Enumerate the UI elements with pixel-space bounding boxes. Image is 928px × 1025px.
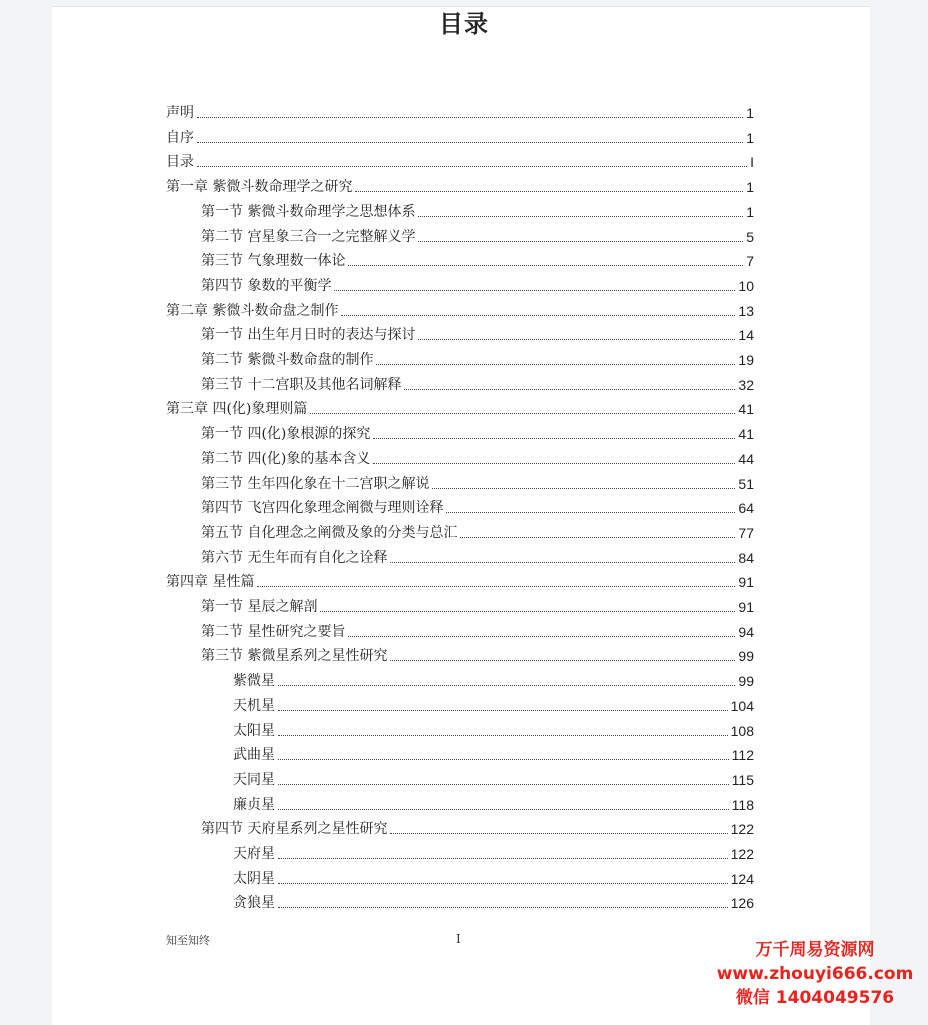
toc-dot-leader: [197, 166, 747, 167]
toc-entry-page-number: 41: [738, 426, 754, 443]
toc-entry[interactable]: [201, 545, 754, 567]
toc-entry[interactable]: [166, 100, 754, 122]
toc-entry-page-number: 99: [738, 648, 754, 665]
toc-entry-label: 声明: [166, 105, 194, 121]
toc-dot-leader: [390, 562, 735, 563]
toc-dot-leader: [197, 117, 743, 118]
toc-dot-leader: [278, 907, 728, 908]
toc-entry-label: 紫微星: [233, 673, 275, 690]
toc-entry-page-number: 115: [731, 771, 754, 788]
toc-entry-page-number: 44: [738, 450, 754, 467]
toc-entry-page-number: 10: [738, 277, 754, 294]
toc-dot-leader: [341, 315, 735, 316]
toc-dot-leader: [278, 883, 728, 884]
toc-entry-label: 第三节 生年四化象在十二宫职之解说: [201, 475, 430, 492]
toc-entry-page-number: 122: [730, 846, 754, 862]
toc-entry-label: 第三节 十二宫职及其他名词解释: [201, 376, 402, 393]
page-title: 目录: [439, 10, 489, 38]
footer-page-number: I: [456, 932, 461, 946]
toc-entry[interactable]: [233, 866, 754, 888]
toc-entry-label: 第一节 出生年月日时的表达与探讨: [201, 327, 416, 344]
toc-entry[interactable]: [201, 446, 754, 468]
toc-entry[interactable]: [233, 693, 754, 715]
watermark-line-2: www.zhouyi666.com: [716, 964, 914, 984]
toc-entry-page-number: 112: [731, 747, 754, 764]
toc-entry[interactable]: [166, 149, 754, 171]
toc-entry-label: 第一节 四(化)象根源的探究: [201, 426, 371, 443]
toc-entry[interactable]: [201, 619, 754, 641]
toc-dot-leader: [460, 537, 735, 538]
toc-dot-leader: [310, 413, 735, 414]
toc-entry-page-number: 51: [738, 475, 754, 492]
toc-entry[interactable]: [166, 569, 754, 591]
toc-entry-page-number: 19: [738, 352, 754, 368]
toc-entry-page-number: 108: [730, 722, 754, 739]
toc-entry-page-number: 5: [746, 228, 754, 245]
watermark-line-1: 万千周易资源网: [755, 940, 875, 960]
toc-entry-label: 第六节 无生年而有自化之诠释: [201, 549, 388, 566]
toc-dot-leader: [348, 636, 735, 637]
toc-entry-label: 目录: [166, 154, 194, 171]
toc-dot-leader: [446, 512, 735, 513]
toc-entry-page-number: 1: [746, 105, 754, 121]
toc-dot-leader: [278, 809, 729, 810]
watermark-line-3: 微信 1404049576: [735, 988, 895, 1008]
toc-entry-page-number: 1: [746, 129, 754, 146]
toc-entry[interactable]: [201, 471, 754, 493]
toc-dot-leader: [390, 833, 727, 834]
toc-entry-label: 第二节 星性研究之要旨: [201, 623, 346, 640]
toc-entry-label: 第二节 紫微斗数命盘的制作: [201, 352, 374, 368]
toc-entry-label: 天府星: [233, 846, 275, 862]
toc-entry[interactable]: [201, 322, 754, 344]
watermark: [710, 938, 920, 1010]
toc-dot-leader: [418, 241, 743, 242]
toc-dot-leader: [278, 710, 728, 711]
toc-entry-label: 第一章 紫微斗数命理学之研究: [166, 179, 353, 196]
toc-entry-page-number: 118: [731, 796, 754, 813]
toc-entry[interactable]: [233, 742, 754, 764]
toc-entry[interactable]: [201, 224, 754, 246]
toc-entry[interactable]: [233, 890, 754, 912]
toc-entry-page-number: 64: [738, 500, 754, 517]
toc-entry-label: 第四章 星性篇: [166, 574, 255, 591]
toc-entry-page-number: 14: [738, 327, 754, 344]
toc-dot-leader: [278, 759, 729, 760]
toc-entry-label: 自序: [166, 129, 194, 146]
toc-dot-leader: [278, 685, 735, 686]
toc-entry-label: 第二章 紫微斗数命盘之制作: [166, 302, 339, 319]
toc-entry-label: 廉贞星: [233, 796, 275, 813]
toc-entry-page-number: 91: [738, 599, 754, 615]
toc-entry-label: 第三节 气象理数一体论: [201, 253, 346, 270]
toc-entry-page-number: 124: [730, 870, 754, 887]
toc-entry-label: 第一节 星辰之解剖: [201, 599, 318, 615]
toc-entry-label: 第四节 飞宫四化象理念阐微与理则诠释: [201, 500, 444, 517]
toc-entry-label: 第四节 象数的平衡学: [201, 277, 332, 294]
toc-entry[interactable]: [166, 125, 754, 147]
toc-entry[interactable]: [233, 767, 754, 789]
toc-dot-leader: [278, 735, 728, 736]
toc-entry[interactable]: [201, 199, 754, 221]
toc-entry-page-number: 99: [738, 673, 754, 690]
toc-entry-page-number: 122: [730, 821, 754, 838]
toc-entry-page-number: 41: [738, 401, 754, 418]
toc-entry[interactable]: [201, 520, 754, 542]
toc-dot-leader: [404, 389, 735, 390]
toc-entry-label: 第三节 紫微星系列之星性研究: [201, 648, 388, 665]
toc-entry-label: 第二节 宫星象三合一之完整解义学: [201, 228, 416, 245]
toc-dot-leader: [348, 265, 743, 266]
toc-entry[interactable]: [166, 396, 754, 418]
toc-entry-page-number: 126: [730, 895, 754, 912]
toc-dot-leader: [418, 339, 735, 340]
toc-entry-label: 第四节 天府星系列之星性研究: [201, 821, 388, 838]
toc-entry-page-number: 91: [738, 574, 754, 591]
toc-dot-leader: [418, 216, 743, 217]
toc-entry-page-number: 104: [730, 697, 754, 714]
toc-entry[interactable]: [201, 816, 754, 838]
toc-entry-page-number: 94: [738, 623, 754, 640]
toc-entry[interactable]: [201, 495, 754, 517]
toc-entry[interactable]: [201, 643, 754, 665]
toc-entry-label: 第一节 紫微斗数命理学之思想体系: [201, 203, 416, 220]
toc-dot-leader: [432, 488, 735, 489]
toc-dot-leader: [390, 660, 735, 661]
toc-entry[interactable]: [233, 841, 754, 863]
toc-entry-page-number: 13: [738, 302, 754, 319]
toc-entry-page-number: 7: [746, 253, 754, 270]
toc-entry-label: 第五节 自化理念之阐微及象的分类与总汇: [201, 524, 458, 541]
toc-entry-label: 天机星: [233, 697, 275, 714]
toc-entry-label: 贪狼星: [233, 895, 275, 912]
toc-dot-leader: [197, 142, 743, 143]
toc-entry-page-number: 1: [746, 179, 754, 196]
toc-entry[interactable]: [201, 248, 754, 270]
toc-entry-page-number: 77: [738, 524, 754, 541]
toc-entry[interactable]: [201, 421, 754, 443]
toc-entry-label: 第三章 四(化)象理则篇: [166, 401, 308, 418]
toc-entry-label: 第二节 四(化)象的基本含义: [201, 450, 371, 467]
toc-dot-leader: [355, 191, 743, 192]
toc-entry-label: 太阳星: [233, 722, 275, 739]
toc-entry[interactable]: [201, 594, 754, 616]
toc-entry[interactable]: [201, 372, 754, 394]
toc-entry[interactable]: [201, 347, 754, 369]
toc-entry-page-number: 1: [746, 203, 754, 220]
toc-entry[interactable]: [166, 174, 754, 196]
toc-entry-page-number: 32: [738, 376, 754, 393]
footer-left-text: 知至知终: [166, 934, 210, 947]
toc-dot-leader: [257, 586, 735, 587]
toc-entry-page-number: 84: [738, 549, 754, 566]
toc-dot-leader: [278, 858, 728, 859]
toc-entry[interactable]: [233, 792, 754, 814]
toc-dot-leader: [373, 438, 735, 439]
toc-dot-leader: [320, 611, 735, 612]
toc-dot-leader: [376, 364, 735, 365]
toc-entry[interactable]: [233, 718, 754, 740]
toc-entry-label: 太阴星: [233, 870, 275, 887]
toc-dot-leader: [373, 463, 735, 464]
toc-entry[interactable]: [201, 273, 754, 295]
toc-entry[interactable]: [233, 668, 754, 690]
toc-dot-leader: [278, 784, 729, 785]
toc-entry-label: 武曲星: [233, 747, 275, 764]
toc-entry-label: 天同星: [233, 771, 275, 788]
toc-dot-leader: [334, 290, 735, 291]
toc-entry-page-number: I: [750, 154, 754, 171]
toc-entry[interactable]: [166, 298, 754, 320]
